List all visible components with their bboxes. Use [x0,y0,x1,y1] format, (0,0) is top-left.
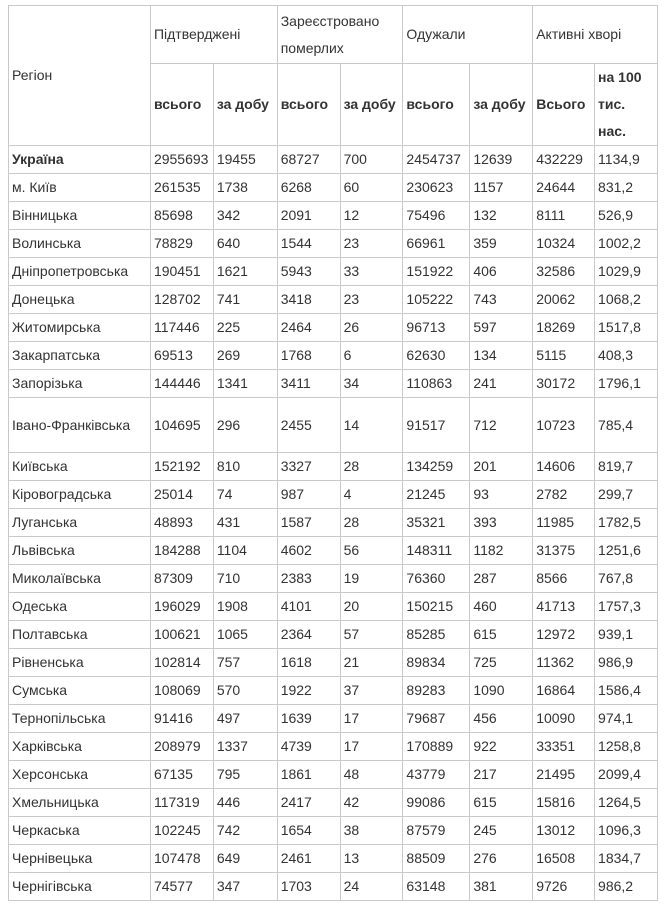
region-cell: Рівненська [9,649,151,677]
value-cell: 2091 [277,202,340,230]
value-cell: 24644 [533,174,595,202]
value-cell: 276 [470,845,533,873]
header-row-1 [9,6,658,64]
value-cell: 241 [470,370,533,398]
value-cell: 16508 [533,845,595,873]
value-cell: 1703 [277,873,340,901]
table-row [9,342,658,370]
region-cell: Київська [9,453,151,481]
value-cell: 201 [470,453,533,481]
value-cell: 922 [470,733,533,761]
region-cell: Чернігівська [9,873,151,901]
value-cell: 190451 [150,258,213,286]
value-cell: 597 [470,314,533,342]
value-cell: 974,1 [595,705,658,733]
value-cell: 615 [470,621,533,649]
value-cell: 245 [470,817,533,845]
value-cell: 148311 [403,537,470,565]
value-cell: 66961 [403,230,470,258]
value-cell: 69513 [150,342,213,370]
value-cell: 32586 [533,258,595,286]
table-row [9,705,658,733]
value-cell: 446 [213,789,277,817]
value-cell: 460 [470,593,533,621]
deaths-header: Зареєстровано померлих [277,6,403,64]
table-row [9,873,658,901]
value-cell: 74 [213,481,277,509]
value-cell: 2417 [277,789,340,817]
table-row [9,398,658,453]
region-cell: Сумська [9,677,151,705]
active-header: Активні хворі [533,6,658,64]
value-cell: 2455 [277,398,340,453]
table-row [9,789,658,817]
region-cell: Івано-Франківська [9,398,151,453]
value-cell: 38 [340,817,403,845]
value-cell: 1796,1 [595,370,658,398]
value-cell: 11985 [533,509,595,537]
value-cell: 785,4 [595,398,658,453]
value-cell: 4101 [277,593,340,621]
region-cell: Херсонська [9,761,151,789]
value-cell: 347 [213,873,277,901]
table-row [9,202,658,230]
value-cell: 8566 [533,565,595,593]
value-cell: 819,7 [595,453,658,481]
table-row [9,370,658,398]
value-cell: 742 [213,817,277,845]
table-row [9,286,658,314]
value-cell: 24 [340,873,403,901]
value-cell: 2464 [277,314,340,342]
value-cell: 144446 [150,370,213,398]
value-cell: 2461 [277,845,340,873]
value-cell: 3411 [277,370,340,398]
value-cell: 152192 [150,453,213,481]
value-cell: 60 [340,174,403,202]
value-cell: 102814 [150,649,213,677]
table-row [9,509,658,537]
value-cell: 151922 [403,258,470,286]
value-cell: 2782 [533,481,595,509]
recovered-header: Одужали [403,6,533,64]
value-cell: 14606 [533,453,595,481]
value-cell: 456 [470,705,533,733]
value-cell: 14 [340,398,403,453]
value-cell: 570 [213,677,277,705]
value-cell: 88509 [403,845,470,873]
region-cell: Чернівецька [9,845,151,873]
value-cell: 134 [470,342,533,370]
value-cell: 230623 [403,174,470,202]
table-row [9,258,658,286]
value-cell: 108069 [150,677,213,705]
value-cell: 57 [340,621,403,649]
value-cell: 1654 [277,817,340,845]
region-header: Регіон [9,6,151,146]
confirmed-header: Підтверджені [150,6,277,64]
value-cell: 100621 [150,621,213,649]
value-cell: 117319 [150,789,213,817]
value-cell: 342 [213,202,277,230]
active-per100k-header: на 100 тис. нас. [595,64,658,146]
value-cell: 62630 [403,342,470,370]
value-cell: 23 [340,286,403,314]
value-cell: 19455 [213,146,277,174]
deaths-total-header: всього [277,64,340,146]
confirmed-total-header: всього [150,64,213,146]
recovered-day-header: за добу [470,64,533,146]
value-cell: 48893 [150,509,213,537]
active-total-header: Всього [533,64,595,146]
recovered-total-header: всього [403,64,470,146]
value-cell: 1104 [213,537,277,565]
value-cell: 117446 [150,314,213,342]
region-cell: Донецька [9,286,151,314]
value-cell: 35321 [403,509,470,537]
region-cell: Вінницька [9,202,151,230]
value-cell: 4 [340,481,403,509]
region-cell: Луганська [9,509,151,537]
table-row [9,817,658,845]
value-cell: 1337 [213,733,277,761]
value-cell: 10324 [533,230,595,258]
value-cell: 261535 [150,174,213,202]
value-cell: 1341 [213,370,277,398]
value-cell: 4602 [277,537,340,565]
value-cell: 615 [470,789,533,817]
table-row [9,537,658,565]
value-cell: 28 [340,453,403,481]
value-cell: 96713 [403,314,470,342]
value-cell: 1258,8 [595,733,658,761]
value-cell: 757 [213,649,277,677]
value-cell: 196029 [150,593,213,621]
value-cell: 1029,9 [595,258,658,286]
region-cell: Львівська [9,537,151,565]
value-cell: 1096,3 [595,817,658,845]
value-cell: 1134,9 [595,146,658,174]
value-cell: 725 [470,649,533,677]
region-cell: Хмельницька [9,789,151,817]
value-cell: 17 [340,733,403,761]
value-cell: 76360 [403,565,470,593]
value-cell: 33351 [533,733,595,761]
value-cell: 497 [213,705,277,733]
value-cell: 1621 [213,258,277,286]
value-cell: 1782,5 [595,509,658,537]
value-cell: 9726 [533,873,595,901]
value-cell: 12639 [470,146,533,174]
value-cell: 649 [213,845,277,873]
value-cell: 28 [340,509,403,537]
value-cell: 85698 [150,202,213,230]
value-cell: 30172 [533,370,595,398]
value-cell: 2955693 [150,146,213,174]
value-cell: 74577 [150,873,213,901]
value-cell: 87309 [150,565,213,593]
value-cell: 1738 [213,174,277,202]
value-cell: 91416 [150,705,213,733]
value-cell: 1065 [213,621,277,649]
value-cell: 1618 [277,649,340,677]
value-cell: 63148 [403,873,470,901]
value-cell: 48 [340,761,403,789]
value-cell: 939,1 [595,621,658,649]
value-cell: 4739 [277,733,340,761]
value-cell: 6268 [277,174,340,202]
table-row [9,146,658,174]
value-cell: 393 [470,509,533,537]
value-cell: 406 [470,258,533,286]
value-cell: 710 [213,565,277,593]
value-cell: 26 [340,314,403,342]
region-cell: Миколаївська [9,565,151,593]
value-cell: 105222 [403,286,470,314]
value-cell: 700 [340,146,403,174]
value-cell: 16864 [533,677,595,705]
value-cell: 1768 [277,342,340,370]
value-cell: 381 [470,873,533,901]
value-cell: 712 [470,398,533,453]
value-cell: 1757,3 [595,593,658,621]
value-cell: 21495 [533,761,595,789]
region-cell: Полтавська [9,621,151,649]
deaths-day-header: за добу [340,64,403,146]
value-cell: 2099,4 [595,761,658,789]
table-row [9,453,658,481]
value-cell: 986,9 [595,649,658,677]
value-cell: 12 [340,202,403,230]
value-cell: 128702 [150,286,213,314]
region-cell: Волинська [9,230,151,258]
value-cell: 1157 [470,174,533,202]
value-cell: 810 [213,453,277,481]
value-cell: 1587 [277,509,340,537]
value-cell: 93 [470,481,533,509]
table-row [9,649,658,677]
region-cell: Закарпатська [9,342,151,370]
value-cell: 134259 [403,453,470,481]
value-cell: 217 [470,761,533,789]
value-cell: 208979 [150,733,213,761]
value-cell: 67135 [150,761,213,789]
value-cell: 1834,7 [595,845,658,873]
region-cell: Харківська [9,733,151,761]
table-row [9,677,658,705]
value-cell: 89834 [403,649,470,677]
value-cell: 987 [277,481,340,509]
value-cell: 6 [340,342,403,370]
value-cell: 25014 [150,481,213,509]
value-cell: 2364 [277,621,340,649]
value-cell: 408,3 [595,342,658,370]
value-cell: 1182 [470,537,533,565]
value-cell: 795 [213,761,277,789]
region-cell: м. Київ [9,174,151,202]
value-cell: 56 [340,537,403,565]
table-row [9,733,658,761]
value-cell: 431 [213,509,277,537]
value-cell: 986,2 [595,873,658,901]
value-cell: 5115 [533,342,595,370]
value-cell: 31375 [533,537,595,565]
value-cell: 1586,4 [595,677,658,705]
region-cell: Дніпропетровська [9,258,151,286]
value-cell: 34 [340,370,403,398]
region-cell: Житомирська [9,314,151,342]
value-cell: 743 [470,286,533,314]
value-cell: 33 [340,258,403,286]
value-cell: 78829 [150,230,213,258]
value-cell: 79687 [403,705,470,733]
value-cell: 1251,6 [595,537,658,565]
region-cell: Запорізька [9,370,151,398]
value-cell: 1861 [277,761,340,789]
table-row [9,845,658,873]
value-cell: 12972 [533,621,595,649]
value-cell: 11362 [533,649,595,677]
value-cell: 299,7 [595,481,658,509]
region-cell: Тернопільська [9,705,151,733]
value-cell: 767,8 [595,565,658,593]
value-cell: 13012 [533,817,595,845]
value-cell: 10723 [533,398,595,453]
value-cell: 170889 [403,733,470,761]
value-cell: 23 [340,230,403,258]
value-cell: 41713 [533,593,595,621]
value-cell: 1264,5 [595,789,658,817]
value-cell: 1922 [277,677,340,705]
region-cell: Україна [9,146,151,174]
table-row [9,314,658,342]
value-cell: 104695 [150,398,213,453]
value-cell: 20062 [533,286,595,314]
value-cell: 3418 [277,286,340,314]
value-cell: 1544 [277,230,340,258]
value-cell: 225 [213,314,277,342]
value-cell: 43779 [403,761,470,789]
value-cell: 150215 [403,593,470,621]
value-cell: 132 [470,202,533,230]
value-cell: 20 [340,593,403,621]
value-cell: 99086 [403,789,470,817]
value-cell: 75496 [403,202,470,230]
value-cell: 102245 [150,817,213,845]
value-cell: 1090 [470,677,533,705]
value-cell: 107478 [150,845,213,873]
table-row [9,593,658,621]
value-cell: 831,2 [595,174,658,202]
value-cell: 87579 [403,817,470,845]
value-cell: 2454737 [403,146,470,174]
value-cell: 91517 [403,398,470,453]
value-cell: 3327 [277,453,340,481]
value-cell: 1002,2 [595,230,658,258]
value-cell: 15816 [533,789,595,817]
covid-stats-table [8,5,658,901]
value-cell: 1517,8 [595,314,658,342]
value-cell: 19 [340,565,403,593]
value-cell: 640 [213,230,277,258]
value-cell: 741 [213,286,277,314]
value-cell: 85285 [403,621,470,649]
value-cell: 526,9 [595,202,658,230]
value-cell: 2383 [277,565,340,593]
value-cell: 18269 [533,314,595,342]
value-cell: 89283 [403,677,470,705]
table-row [9,230,658,258]
table-row [9,174,658,202]
value-cell: 10090 [533,705,595,733]
value-cell: 42 [340,789,403,817]
value-cell: 1639 [277,705,340,733]
confirmed-day-header: за добу [213,64,277,146]
value-cell: 287 [470,565,533,593]
value-cell: 37 [340,677,403,705]
value-cell: 1068,2 [595,286,658,314]
value-cell: 432229 [533,146,595,174]
value-cell: 68727 [277,146,340,174]
value-cell: 1908 [213,593,277,621]
region-cell: Одеська [9,593,151,621]
region-cell: Черкаська [9,817,151,845]
table-row [9,565,658,593]
table-row [9,621,658,649]
value-cell: 110863 [403,370,470,398]
table-row [9,761,658,789]
value-cell: 359 [470,230,533,258]
value-cell: 5943 [277,258,340,286]
value-cell: 269 [213,342,277,370]
value-cell: 21 [340,649,403,677]
region-cell: Кіровоградська [9,481,151,509]
value-cell: 8111 [533,202,595,230]
table-row [9,481,658,509]
value-cell: 21245 [403,481,470,509]
value-cell: 17 [340,705,403,733]
value-cell: 184288 [150,537,213,565]
value-cell: 13 [340,845,403,873]
value-cell: 296 [213,398,277,453]
